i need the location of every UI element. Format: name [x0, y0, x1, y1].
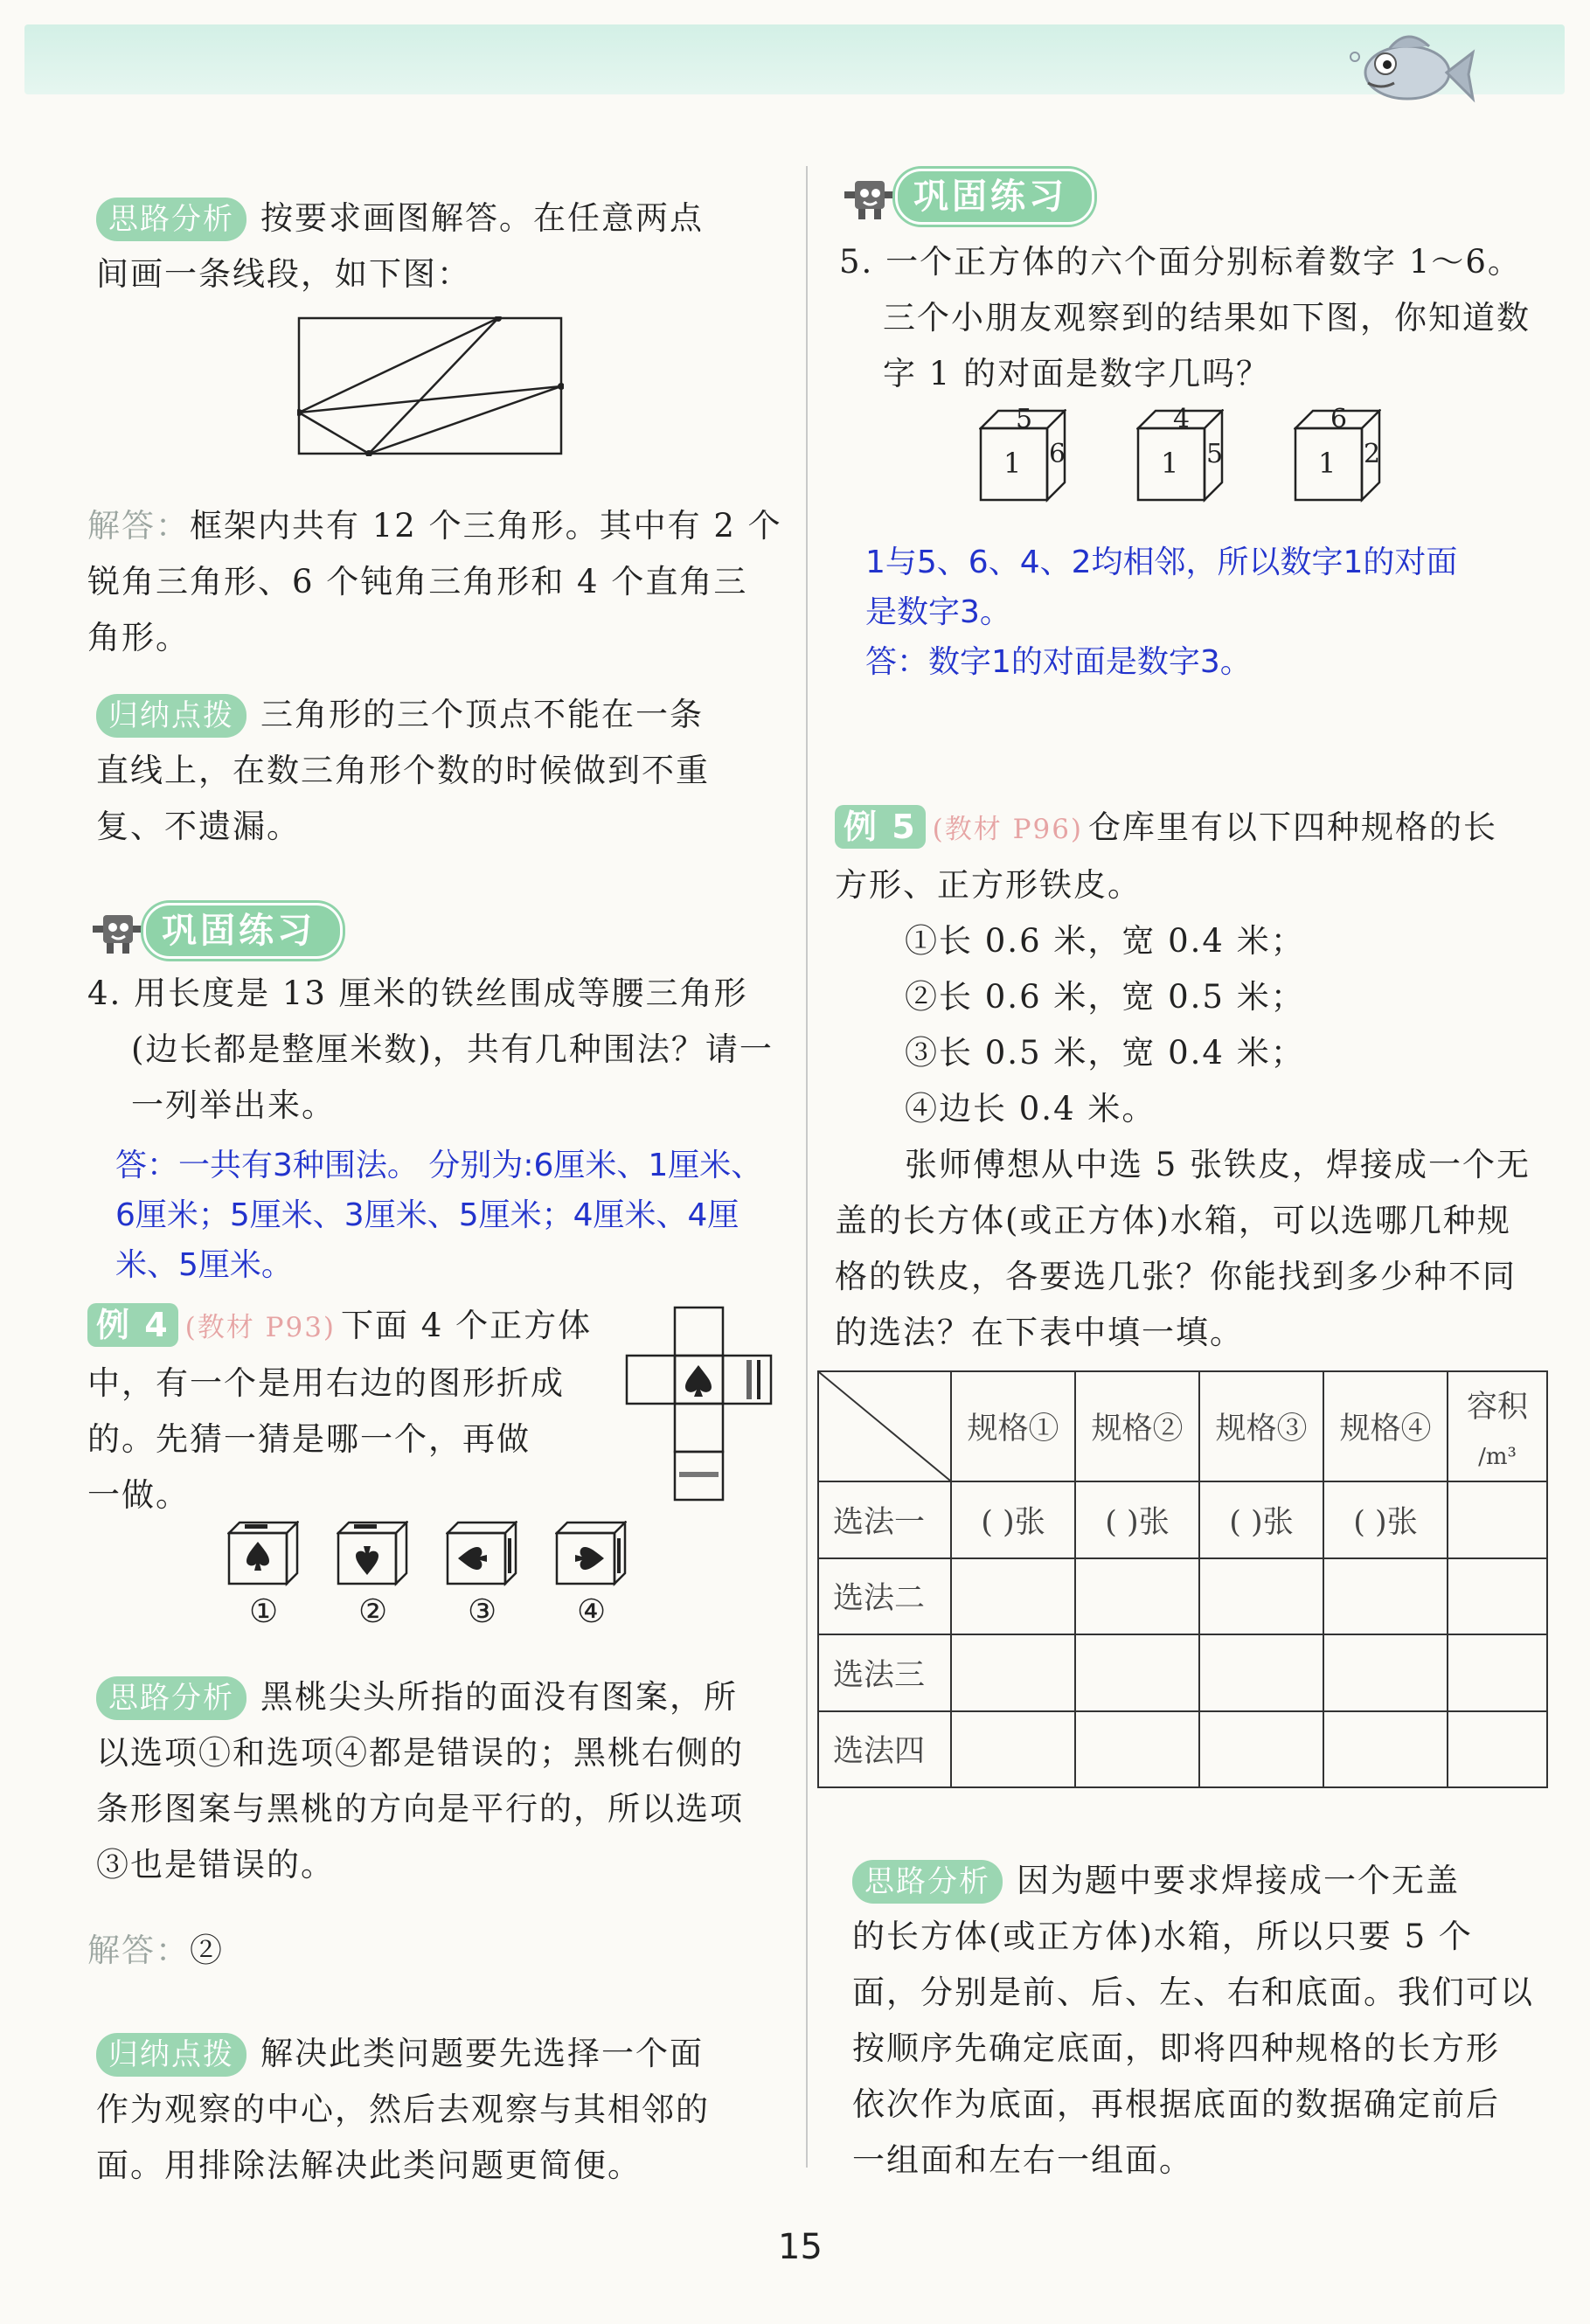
text-line: 是数字3。 [865, 594, 1011, 630]
page-number: 15 [778, 2227, 823, 2267]
cube-top-number: 5 [1016, 404, 1035, 434]
answer-value: ② [190, 1932, 224, 1969]
option-label: ① [249, 1592, 281, 1630]
text-line: 1与5、6、4、2均相邻，所以数字1的对面 [865, 545, 1458, 580]
empty-cell[interactable] [1075, 1558, 1199, 1635]
textbook-source: (教材 P93) [184, 1312, 337, 1343]
text-line: 盖的长方体(或正方体)水箱，可以选哪几种规 [835, 1202, 1511, 1239]
volume-label: 容积 [1466, 1390, 1528, 1425]
text-line: 仓库里有以下四种规格的长 [1088, 808, 1498, 846]
blank-cell[interactable]: ( )张 [951, 1481, 1075, 1558]
blank-cell[interactable]: ( )张 [1199, 1481, 1323, 1558]
answer-label: 解答： [87, 1932, 190, 1969]
cube-top-number: 6 [1330, 404, 1350, 434]
text-line: 一组面和左右一组面。 [852, 2141, 1193, 2179]
row-label: 选法四 [818, 1711, 951, 1788]
header-spec-1: 规格① [951, 1371, 1075, 1481]
empty-cell[interactable] [951, 1634, 1075, 1711]
empty-cell[interactable] [1075, 1711, 1199, 1788]
blank-cell[interactable]: ( )张 [1323, 1481, 1448, 1558]
header-spec-2: 规格② [1075, 1371, 1199, 1481]
empty-cell[interactable] [951, 1711, 1075, 1788]
fish-mascot-icon [1346, 22, 1477, 127]
blank-cell[interactable]: ( )张 [1075, 1481, 1199, 1558]
text-line: 6厘米；5厘米、3厘米、5厘米；4厘米、4厘 [115, 1197, 739, 1233]
number-cubes [979, 404, 1503, 514]
header-spec-4: 规格④ [1323, 1371, 1448, 1481]
cube-top-number: 4 [1173, 404, 1192, 434]
empty-cell[interactable] [1323, 1558, 1448, 1635]
summary-1 [96, 687, 787, 855]
text-line: 的选法？在下表中填一填。 [835, 1314, 1244, 1351]
text-line: 米、5厘米。 [115, 1247, 293, 1283]
empty-cell[interactable] [1199, 1634, 1323, 1711]
answer-1 [87, 498, 787, 666]
row-label: 选法三 [818, 1634, 951, 1711]
text-line: 面，分别是前、后、左、右和底面。我们可以 [852, 1974, 1534, 2011]
text-line: 4. 用长度是 13 厘米的铁丝围成等腰三角形 [87, 975, 748, 1012]
text-line: 框架内共有 12 个三角形。其中有 2 个 [190, 507, 782, 545]
empty-cell[interactable] [1323, 1634, 1448, 1711]
option-label: ④ [577, 1592, 608, 1630]
diagonal-header-cell [818, 1371, 951, 1481]
empty-cell[interactable] [1199, 1711, 1323, 1788]
text-line: 因为题中要求焊接成一个无盖 [1017, 1862, 1460, 1899]
robot-icon [87, 905, 149, 957]
cube-side-number: 2 [1364, 439, 1383, 469]
text-line: 一列举出来。 [131, 1086, 336, 1124]
spec-line: ③长 0.5 米，宽 0.4 米； [905, 1034, 1305, 1072]
text-line: 下面 4 个正方体 [341, 1307, 593, 1344]
text-line: 间画一条线段，如下图： [96, 255, 471, 293]
cube-front-number: 1 [1318, 447, 1338, 480]
text-line: 锐角三角形、6 个钝角三角形和 4 个直角三 [87, 563, 748, 600]
question-5 [839, 234, 1565, 402]
text-line: 按顺序先确定底面，即将四种规格的长方形 [852, 2029, 1500, 2067]
practice-banner-text: 巩固练习 [895, 169, 1094, 225]
text-line: 按要求画图解答。在任意两点 [260, 199, 704, 237]
analysis-tag: 思路分析 [96, 198, 246, 241]
example-5 [835, 800, 1565, 1361]
cube-options [227, 1521, 638, 1643]
question-4-answer [115, 1141, 806, 1290]
header-band [24, 24, 1565, 94]
empty-cell[interactable] [951, 1558, 1075, 1635]
analysis-tag: 思路分析 [852, 1860, 1003, 1904]
volume-unit: /m³ [1478, 1444, 1517, 1470]
spec-line: ④边长 0.4 米。 [905, 1090, 1156, 1127]
text-line: 以选项①和选项④都是错误的；黑桃右侧的 [96, 1734, 744, 1772]
analysis-tag: 思路分析 [96, 1676, 246, 1720]
cube-option-4[interactable] [555, 1521, 627, 1586]
text-line: 黑桃尖头所指的面没有图案，所 [260, 1678, 738, 1716]
answer-2 [87, 1923, 612, 1979]
question-4 [87, 966, 787, 1134]
text-line: 的长方体(或正方体)水箱，所以只要 5 个 [852, 1918, 1473, 1955]
practice-banner-right [839, 166, 1094, 227]
text-line: 字 1 的对面是数字几吗？ [883, 355, 1271, 392]
cube-side-number: 6 [1049, 439, 1068, 469]
robot-icon [839, 170, 900, 223]
cube-front-number: 1 [1003, 447, 1024, 480]
cube-option-3[interactable] [446, 1521, 517, 1586]
text-line: 方形、正方形铁皮。 [835, 866, 1142, 904]
header-volume [1448, 1371, 1547, 1481]
row-label: 选法一 [818, 1481, 951, 1558]
header-spec-3: 规格③ [1199, 1371, 1323, 1481]
summary-2 [96, 2026, 787, 2194]
empty-cell[interactable] [1075, 1634, 1199, 1711]
selection-table [817, 1370, 1548, 1788]
practice-banner-left [87, 900, 343, 961]
text-line: 答：一共有3种围法。 分别为:6厘米、1厘米、 [115, 1148, 763, 1183]
text-line: 依次作为底面，再根据底面的数据确定前后 [852, 2085, 1500, 2123]
analysis-3 [852, 1853, 1560, 2189]
example-badge: 例 5 [835, 805, 926, 849]
volume-cell[interactable] [1448, 1711, 1547, 1788]
text-line: 中，有一个是用右边的图形折成 [87, 1364, 565, 1402]
text-line: 条形图案与黑桃的方向是平行的，所以选项 [96, 1790, 744, 1828]
text-line: 一做。 [87, 1476, 190, 1514]
triangle-figure [297, 316, 564, 456]
text-line: 直线上，在数三角形个数的时候做到不重 [96, 752, 710, 789]
text-line: 作为观察的中心，然后去观察与其相邻的 [96, 2091, 710, 2128]
textbook-source: (教材 P96) [932, 814, 1084, 845]
option-label: ③ [468, 1592, 499, 1630]
text-line: ③也是错误的。 [96, 1846, 335, 1883]
text-line: 三个小朋友观察到的结果如下图，你知道数 [883, 299, 1531, 336]
question-5-answer [865, 538, 1556, 687]
text-line: (边长都是整厘米数)，共有几种围法？请一 [131, 1030, 774, 1068]
example-badge: 例 4 [87, 1303, 178, 1347]
analysis-1 [96, 191, 787, 302]
summary-tag: 归纳点拨 [96, 694, 246, 738]
spec-line: ②长 0.6 米，宽 0.5 米； [905, 978, 1305, 1016]
example-4 [87, 1298, 612, 1523]
text-line: 张师傅想从中选 5 张铁皮，焊接成一个无 [905, 1146, 1531, 1183]
text-line: 的。先猜一猜是哪一个，再做 [87, 1420, 531, 1458]
volume-cell[interactable] [1448, 1634, 1547, 1711]
text-line: 格的铁皮，各要选几张？你能找到多少种不同 [835, 1258, 1517, 1295]
cube-option-2[interactable] [337, 1521, 408, 1586]
row-label: 选法二 [818, 1558, 951, 1635]
cube-net-figure [622, 1306, 780, 1516]
cube-side-number: 5 [1206, 439, 1225, 469]
text-line: 角形。 [87, 619, 190, 656]
volume-cell[interactable] [1448, 1481, 1547, 1558]
cube-option-1[interactable] [227, 1521, 299, 1586]
practice-banner-text: 巩固练习 [143, 903, 343, 959]
text-line: 三角形的三个顶点不能在一条 [260, 696, 704, 733]
text-line: 复、不遗漏。 [96, 808, 301, 845]
cube-front-number: 1 [1161, 447, 1181, 480]
option-label: ② [358, 1592, 390, 1630]
empty-cell[interactable] [1323, 1711, 1448, 1788]
empty-cell[interactable] [1199, 1558, 1323, 1635]
text-line: 面。用排除法解决此类问题更简便。 [96, 2147, 642, 2184]
summary-tag: 归纳点拨 [96, 2033, 246, 2077]
answer-label: 解答： [87, 507, 190, 545]
column-divider [806, 166, 808, 2168]
analysis-2 [96, 1669, 787, 1893]
text-line: 5. 一个正方体的六个面分别标着数字 1～6。 [839, 243, 1522, 281]
volume-cell[interactable] [1448, 1558, 1547, 1635]
text-line: 解决此类问题要先选择一个面 [260, 2035, 704, 2072]
spec-line: ①长 0.6 米，宽 0.4 米； [905, 922, 1305, 960]
text-line: 答：数字1的对面是数字3。 [865, 644, 1252, 680]
